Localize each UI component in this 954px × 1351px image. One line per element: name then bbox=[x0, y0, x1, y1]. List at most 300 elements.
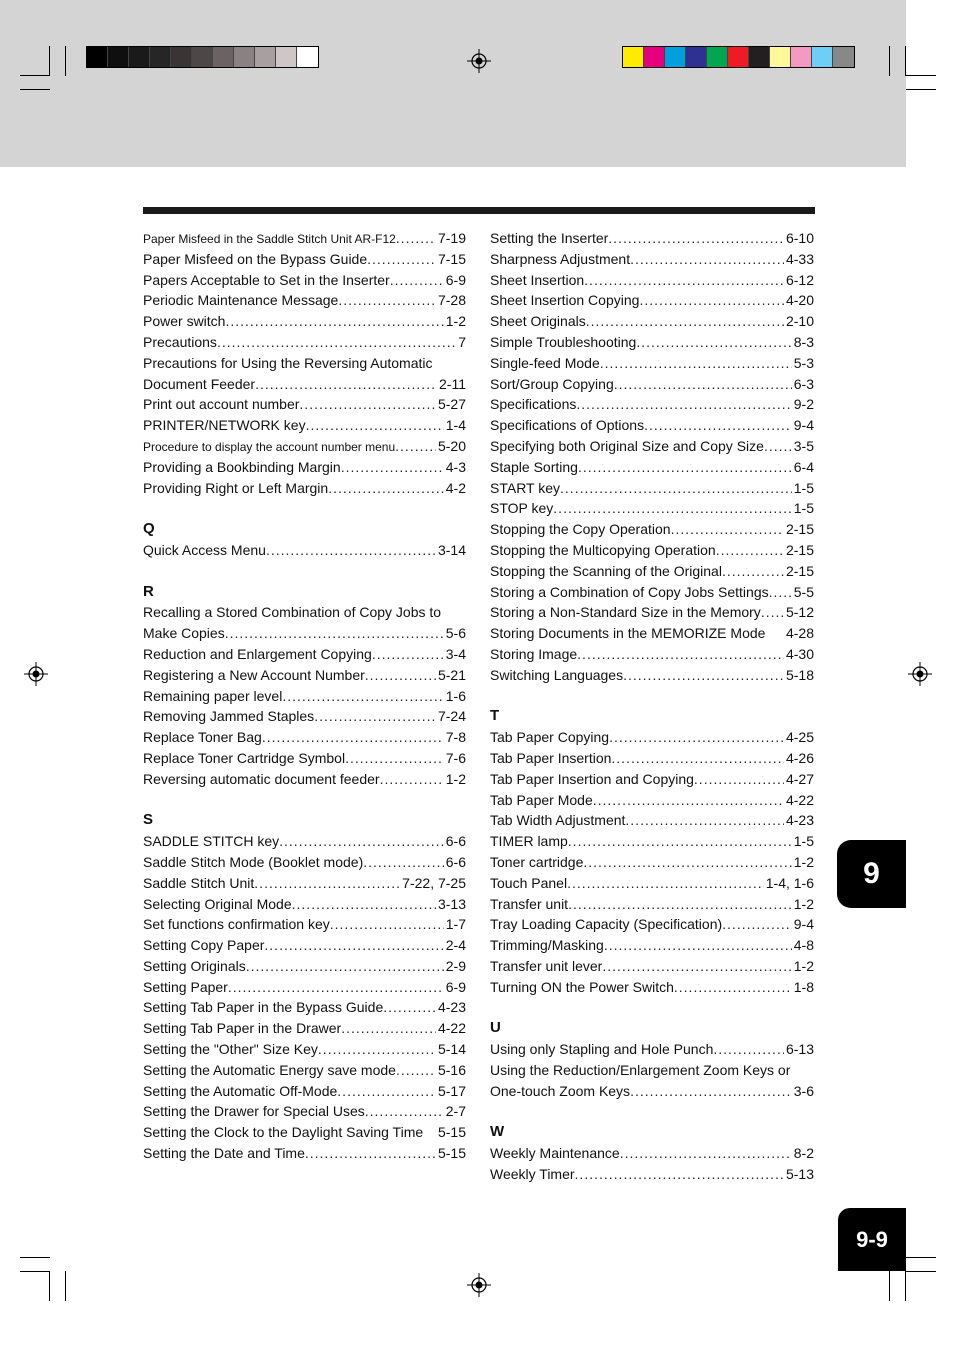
index-entry bbox=[490, 727, 814, 748]
index-entry-page: 7-8 bbox=[445, 729, 466, 746]
dot-leader bbox=[614, 374, 792, 395]
index-entry-page: 1-2 bbox=[793, 957, 814, 974]
index-entry-page: 7-24 bbox=[437, 708, 466, 725]
dot-leader bbox=[306, 415, 444, 436]
index-entry-page: 7-19 bbox=[437, 230, 466, 246]
index-entry bbox=[143, 540, 466, 561]
dot-leader bbox=[225, 311, 443, 332]
index-entry-term: Specifying both Original Size and Copy Size bbox=[490, 437, 764, 454]
dot-leader bbox=[228, 977, 444, 998]
dot-leader bbox=[254, 873, 400, 894]
index-entry bbox=[143, 332, 466, 353]
dot-leader bbox=[217, 332, 456, 353]
index-entry-page: 1-2 bbox=[445, 313, 466, 330]
index-entry-term: Sheet Originals bbox=[490, 313, 586, 330]
index-entry-page: 1-8 bbox=[793, 978, 814, 995]
index-entry-term: Reversing automatic document feeder bbox=[143, 770, 380, 787]
index-entry-page: 4-23 bbox=[437, 999, 466, 1016]
dot-leader bbox=[604, 935, 792, 956]
index-entry-term: Setting the "Other" Size Key bbox=[143, 1041, 318, 1058]
dot-leader bbox=[583, 852, 791, 873]
color-swatch bbox=[833, 47, 854, 67]
dot-leader bbox=[341, 1018, 436, 1039]
index-entry bbox=[490, 436, 814, 457]
index-entry-page: 9-2 bbox=[793, 396, 814, 413]
dot-leader bbox=[363, 852, 444, 873]
index-entry-page: 3-6 bbox=[793, 1082, 814, 1099]
index-entry-page: 4-22 bbox=[785, 791, 814, 808]
index-entry-term: Transfer unit bbox=[490, 895, 569, 912]
color-swatch bbox=[87, 47, 108, 67]
index-entry bbox=[490, 748, 814, 769]
dot-leader bbox=[600, 353, 792, 374]
dot-leader bbox=[396, 228, 436, 249]
index-entry bbox=[490, 1081, 814, 1102]
registration-mark-icon bbox=[467, 1273, 491, 1297]
dot-leader bbox=[575, 1164, 784, 1185]
dot-leader bbox=[644, 415, 792, 436]
index-entry bbox=[143, 1039, 466, 1060]
index-entry-page: 5-13 bbox=[785, 1165, 814, 1182]
index-entry bbox=[143, 665, 466, 686]
index-entry-page: 1-4, 1-6 bbox=[765, 874, 814, 891]
index-entry-page: 6-3 bbox=[793, 375, 814, 392]
index-entry-term: Trimming/Masking bbox=[490, 937, 604, 954]
dot-leader bbox=[264, 935, 443, 956]
color-swatch bbox=[234, 47, 255, 67]
index-entry-page: 2-7 bbox=[445, 1103, 466, 1120]
index-entry-term: Setting Originals bbox=[143, 957, 246, 974]
dot-leader bbox=[305, 1143, 436, 1164]
index-entry bbox=[490, 519, 814, 540]
dot-leader bbox=[722, 914, 792, 935]
index-entry-line: Precautions for Using the Reversing Automatic bbox=[143, 354, 433, 371]
index-entry bbox=[490, 956, 814, 977]
index-entry-term: Selecting Original Mode bbox=[143, 895, 292, 912]
index-entry bbox=[143, 1081, 466, 1102]
index-entry bbox=[143, 290, 466, 311]
index-entry-term: Sheet Insertion Copying bbox=[490, 292, 640, 309]
dot-leader bbox=[578, 457, 792, 478]
dot-leader bbox=[584, 270, 784, 291]
dot-leader bbox=[761, 602, 784, 623]
index-entry bbox=[490, 394, 814, 415]
index-entry-term: Set functions confirmation key bbox=[143, 916, 330, 933]
index-entry bbox=[490, 561, 814, 582]
dot-leader bbox=[694, 769, 784, 790]
cmyk-color-bar bbox=[622, 46, 855, 68]
index-entry-term: Turning ON the Power Switch bbox=[490, 978, 674, 995]
index-entry-term: Storing a Combination of Copy Jobs Settings bbox=[490, 583, 769, 600]
dot-leader bbox=[383, 997, 436, 1018]
index-entry-page: 1-5 bbox=[793, 500, 814, 517]
color-swatch bbox=[728, 47, 749, 67]
dot-leader bbox=[330, 914, 444, 935]
index-entry bbox=[143, 1122, 466, 1143]
index-entry bbox=[143, 394, 466, 415]
index-entry bbox=[490, 894, 814, 915]
index-entry-page: 5-15 bbox=[437, 1145, 466, 1162]
dot-leader bbox=[577, 644, 784, 665]
index-entry bbox=[490, 1143, 814, 1164]
dot-leader bbox=[576, 394, 791, 415]
dot-leader bbox=[593, 790, 784, 811]
dot-leader bbox=[609, 727, 784, 748]
index-entry-page: 1-7 bbox=[445, 916, 466, 933]
index-entry-term: Replace Toner Bag bbox=[143, 729, 262, 746]
index-entry-term: Storing Image bbox=[490, 645, 578, 662]
index-entry bbox=[143, 1143, 466, 1164]
color-swatch bbox=[707, 47, 728, 67]
dot-leader bbox=[567, 873, 764, 894]
dot-leader bbox=[246, 956, 444, 977]
dot-leader bbox=[630, 1081, 792, 1102]
index-entry-term: One-touch Zoom Keys bbox=[490, 1082, 631, 1099]
index-entry-term: Sheet Insertion bbox=[490, 271, 585, 288]
index-entry-term: Specifications bbox=[490, 396, 577, 413]
index-entry-page: 6-13 bbox=[785, 1041, 814, 1058]
index-entry-page: 5-21 bbox=[437, 666, 466, 683]
index-entry-term: SADDLE STITCH key bbox=[143, 833, 280, 850]
dot-leader bbox=[396, 1060, 436, 1081]
index-entry-term: Reduction and Enlargement Copying bbox=[143, 645, 372, 662]
index-entry bbox=[143, 415, 466, 436]
index-entry-page: 4-26 bbox=[785, 749, 814, 766]
index-entry-page: 6-6 bbox=[445, 833, 466, 850]
index-entry bbox=[490, 1164, 814, 1185]
index-entry-term: Toner cartridge bbox=[490, 853, 584, 870]
index-entry-term: Saddle Stitch Mode (Booklet mode) bbox=[143, 853, 364, 870]
index-entry-term: Stopping the Multicopying Operation bbox=[490, 541, 716, 558]
index-entry-term: Setting the Automatic Energy save mode bbox=[143, 1061, 396, 1078]
index-entry-term: Quick Access Menu bbox=[143, 541, 266, 558]
index-entry bbox=[490, 810, 814, 831]
index-entry bbox=[143, 644, 466, 665]
index-letter-heading: Q bbox=[143, 520, 155, 538]
index-entry bbox=[143, 748, 466, 769]
dot-leader bbox=[722, 561, 784, 582]
dot-leader bbox=[611, 748, 784, 769]
index-entry-page: 5-27 bbox=[437, 396, 466, 413]
index-letter-heading: S bbox=[143, 811, 154, 829]
index-entry-term: Specifications of Options bbox=[490, 417, 645, 434]
dot-leader bbox=[282, 686, 443, 707]
index-entry-term: Setting Paper bbox=[143, 978, 228, 995]
color-swatch bbox=[171, 47, 192, 67]
index-column-right bbox=[490, 228, 814, 1185]
index-entry bbox=[143, 270, 466, 291]
index-entry bbox=[143, 374, 466, 395]
dot-leader bbox=[292, 894, 436, 915]
index-entry-page: 7-28 bbox=[437, 292, 466, 309]
index-entry bbox=[490, 644, 814, 665]
index-entry-term: Setting Copy Paper bbox=[143, 937, 265, 954]
index-entry-term: Providing a Bookbinding Margin bbox=[143, 458, 341, 475]
index-column-left bbox=[143, 228, 466, 1164]
index-entry bbox=[143, 873, 466, 894]
index-entry-term: Simple Troubleshooting bbox=[490, 333, 637, 350]
index-entry bbox=[490, 457, 814, 478]
dot-leader bbox=[568, 831, 792, 852]
index-entry-page: 6-9 bbox=[445, 978, 466, 995]
registration-mark-icon bbox=[908, 662, 932, 686]
dot-leader bbox=[337, 1081, 436, 1102]
color-swatch bbox=[644, 47, 665, 67]
index-entry-term: Storing Documents in the MEMORIZE Mode bbox=[490, 625, 766, 642]
index-entry bbox=[490, 623, 814, 644]
dot-leader bbox=[623, 665, 784, 686]
index-entry-page: 2-11 bbox=[439, 375, 466, 392]
index-entry-term: Paper Misfeed in the Saddle Stitch Unit AR-F12 bbox=[143, 232, 396, 246]
index-entry-page: 4-20 bbox=[785, 292, 814, 309]
color-swatch bbox=[749, 47, 770, 67]
index-entry-page: 5-6 bbox=[445, 625, 466, 642]
index-entry bbox=[490, 602, 814, 623]
index-entry-term: Providing Right or Left Margin bbox=[143, 479, 329, 496]
index-entry bbox=[143, 228, 466, 249]
index-entry bbox=[490, 1039, 814, 1060]
dot-leader bbox=[671, 519, 784, 540]
index-entry bbox=[490, 374, 814, 395]
index-entry-term: Procedure to display the account number menu bbox=[143, 439, 396, 454]
index-entry-page: 4-30 bbox=[785, 645, 814, 662]
dot-leader bbox=[314, 706, 436, 727]
index-entry-line: Recalling a Stored Combination of Copy Jobs to bbox=[143, 604, 442, 621]
index-entry-term: Sort/Group Copying bbox=[490, 375, 614, 392]
index-entry-page: 1-2 bbox=[793, 895, 814, 912]
index-entry-page: 4-28 bbox=[785, 625, 814, 642]
index-entry-term: Tab Paper Copying bbox=[490, 729, 610, 746]
dot-leader bbox=[586, 311, 784, 332]
dot-leader bbox=[390, 270, 444, 291]
index-entry bbox=[143, 894, 466, 915]
dot-leader bbox=[625, 810, 784, 831]
index-entry-page: 2-15 bbox=[785, 562, 814, 579]
page-number: 9-9 bbox=[838, 1208, 906, 1271]
color-swatch bbox=[129, 47, 150, 67]
index-entry-term: Single-feed Mode bbox=[490, 354, 600, 371]
index-entry-page: 1-6 bbox=[445, 687, 466, 704]
color-swatch bbox=[255, 47, 276, 67]
dot-leader bbox=[328, 478, 444, 499]
dot-leader bbox=[553, 498, 791, 519]
dot-leader bbox=[568, 894, 792, 915]
grayscale-color-bar bbox=[86, 46, 319, 68]
index-entry-page: 5-18 bbox=[785, 666, 814, 683]
index-entry bbox=[143, 769, 466, 790]
index-entry-page: 2-4 bbox=[445, 937, 466, 954]
index-entry-page: 5-5 bbox=[793, 583, 814, 600]
index-entry-page: 5-3 bbox=[793, 354, 814, 371]
dot-leader bbox=[262, 727, 444, 748]
dot-leader bbox=[608, 228, 784, 249]
index-entry-term: TIMER lamp bbox=[490, 833, 568, 850]
index-entry bbox=[143, 997, 466, 1018]
dot-leader bbox=[299, 394, 436, 415]
index-entry-page: 2-10 bbox=[785, 313, 814, 330]
index-entry-line: Using the Reduction/Enlargement Zoom Keys or bbox=[490, 1061, 791, 1078]
dot-leader bbox=[764, 436, 792, 457]
index-entry-term: Weekly Timer bbox=[490, 1165, 575, 1182]
index-entry-page: 2-15 bbox=[785, 541, 814, 558]
color-swatch bbox=[213, 47, 234, 67]
index-entry bbox=[143, 831, 466, 852]
index-entry-term: Stopping the Scanning of the Original bbox=[490, 562, 722, 579]
color-swatch bbox=[686, 47, 707, 67]
index-entry-page: 4-22 bbox=[437, 1020, 466, 1037]
index-entry-term: Setting the Clock to the Daylight Saving Time bbox=[143, 1124, 424, 1141]
index-letter-heading: T bbox=[490, 707, 500, 725]
index-entry-page: 4-25 bbox=[785, 729, 814, 746]
index-entry bbox=[490, 582, 814, 603]
index-entry bbox=[143, 706, 466, 727]
color-swatch bbox=[192, 47, 213, 67]
dot-leader bbox=[716, 540, 784, 561]
index-entry-page: 8-3 bbox=[793, 333, 814, 350]
index-entry bbox=[490, 831, 814, 852]
index-entry bbox=[143, 478, 466, 499]
index-entry-page: 5-15 bbox=[437, 1124, 466, 1141]
dot-leader bbox=[639, 290, 784, 311]
dot-leader bbox=[620, 1143, 792, 1164]
index-entry bbox=[143, 249, 466, 270]
index-entry-term: Setting the Drawer for Special Uses bbox=[143, 1103, 365, 1120]
index-entry-term: Saddle Stitch Unit bbox=[143, 874, 255, 891]
index-entry-term: Tab Paper Insertion and Copying bbox=[490, 770, 694, 787]
index-entry-term: Setting the Date and Time bbox=[143, 1145, 305, 1162]
index-letter-heading: U bbox=[490, 1019, 501, 1037]
index-entry-page: 6-12 bbox=[785, 271, 814, 288]
index-entry-term: Make Copies bbox=[143, 625, 225, 642]
index-entry-page: 3-5 bbox=[793, 437, 814, 454]
index-entry-page: 2-9 bbox=[445, 957, 466, 974]
index-entry-page: 4-23 bbox=[785, 812, 814, 829]
dot-leader bbox=[713, 1039, 784, 1060]
index-entry-page: 3-13 bbox=[437, 895, 466, 912]
index-entry-term: STOP key bbox=[490, 500, 554, 517]
dot-leader bbox=[341, 457, 444, 478]
index-entry bbox=[143, 727, 466, 748]
index-entry-term: Removing Jammed Staples bbox=[143, 708, 315, 725]
index-entry-term: Remaining paper level bbox=[143, 687, 283, 704]
index-entry-page: 6-6 bbox=[445, 853, 466, 870]
index-entry-page: 1-5 bbox=[793, 479, 814, 496]
index-entry-term: Staple Sorting bbox=[490, 458, 578, 475]
index-entry-term: Tab Paper Insertion bbox=[490, 749, 612, 766]
registration-mark-icon bbox=[24, 662, 48, 686]
index-entry-page: 5-17 bbox=[437, 1082, 466, 1099]
registration-mark-icon bbox=[467, 49, 491, 73]
index-entry bbox=[490, 769, 814, 790]
dot-leader bbox=[338, 290, 436, 311]
index-entry-page: 1-2 bbox=[445, 770, 466, 787]
index-entry-term: Tray Loading Capacity (Specification) bbox=[490, 916, 723, 933]
index-entry-page: 6-9 bbox=[445, 271, 466, 288]
dot-leader bbox=[279, 831, 444, 852]
index-entry-term: Setting the Automatic Off-Mode bbox=[143, 1082, 338, 1099]
index-entry bbox=[490, 935, 814, 956]
index-entry-page: 5-14 bbox=[437, 1041, 466, 1058]
dot-leader bbox=[630, 249, 784, 270]
index-entry bbox=[490, 228, 814, 249]
index-entry bbox=[490, 332, 814, 353]
index-entry-page: 8-2 bbox=[793, 1145, 814, 1162]
section-rule bbox=[143, 207, 815, 214]
color-swatch bbox=[108, 47, 129, 67]
dot-leader bbox=[266, 540, 436, 561]
index-entry-page: 1-2 bbox=[793, 853, 814, 870]
dot-leader bbox=[345, 748, 444, 769]
color-swatch bbox=[297, 47, 318, 67]
index-entry-term: PRINTER/NETWORK key bbox=[143, 417, 306, 434]
index-entry-term: Storing a Non-Standard Size in the Memory bbox=[490, 604, 761, 621]
index-entry-page: 1-5 bbox=[793, 833, 814, 850]
color-swatch bbox=[770, 47, 791, 67]
index-entry-term: START key bbox=[490, 479, 561, 496]
index-entry-term: Tab Paper Mode bbox=[490, 791, 593, 808]
index-entry-page: 6-10 bbox=[785, 230, 814, 246]
index-entry bbox=[490, 977, 814, 998]
index-entry-page: 5-12 bbox=[785, 604, 814, 621]
index-entry bbox=[490, 873, 814, 894]
index-entry-page: 5-20 bbox=[437, 437, 466, 454]
index-entry bbox=[143, 457, 466, 478]
index-entry-term: Tab Width Adjustment bbox=[490, 812, 626, 829]
dot-leader bbox=[769, 582, 792, 603]
index-entry-term: Periodic Maintenance Message bbox=[143, 292, 339, 309]
index-entry-page: 7 bbox=[458, 333, 466, 350]
index-entry-page: 3-4 bbox=[445, 645, 466, 662]
index-entry bbox=[143, 1018, 466, 1039]
dot-leader bbox=[395, 436, 436, 457]
index-entry-term: Touch Panel bbox=[490, 874, 568, 891]
index-entry-term: Papers Acceptable to Set in the Inserter bbox=[143, 271, 390, 288]
index-entry-page: 5-16 bbox=[437, 1061, 466, 1078]
index-entry bbox=[490, 665, 814, 686]
index-entry bbox=[490, 498, 814, 519]
color-swatch bbox=[150, 47, 171, 67]
index-entry-term: Setting Tab Paper in the Bypass Guide bbox=[143, 999, 384, 1016]
header-band bbox=[0, 0, 906, 167]
index-entry bbox=[143, 311, 466, 332]
index-entry-page: 7-15 bbox=[437, 250, 466, 267]
dot-leader bbox=[372, 644, 444, 665]
index-entry bbox=[490, 540, 814, 561]
color-swatch bbox=[623, 47, 644, 67]
index-entry bbox=[143, 956, 466, 977]
index-entry-page: 4-27 bbox=[785, 770, 814, 787]
dot-leader bbox=[602, 956, 791, 977]
index-entry-term: Weekly Maintenance bbox=[490, 1145, 620, 1162]
index-entry-page: 9-4 bbox=[793, 417, 814, 434]
dot-leader bbox=[255, 374, 437, 395]
index-entry-term: Switching Languages bbox=[490, 666, 624, 683]
dot-leader bbox=[560, 478, 792, 499]
color-swatch bbox=[791, 47, 812, 67]
index-entry bbox=[490, 415, 814, 436]
index-entry-term: Precautions bbox=[143, 333, 217, 350]
index-entry-term: Print out account number bbox=[143, 396, 300, 413]
index-entry-term: Document Feeder bbox=[143, 375, 256, 392]
index-entry bbox=[490, 270, 814, 291]
index-entry-page: 7-6 bbox=[445, 749, 466, 766]
index-entry-term: Setting Tab Paper in the Drawer bbox=[143, 1020, 342, 1037]
index-entry bbox=[490, 311, 814, 332]
index-entry-term: Stopping the Copy Operation bbox=[490, 521, 671, 538]
dot-leader bbox=[636, 332, 791, 353]
index-entry-page: 4-33 bbox=[785, 250, 814, 267]
index-letter-heading: W bbox=[490, 1123, 505, 1141]
